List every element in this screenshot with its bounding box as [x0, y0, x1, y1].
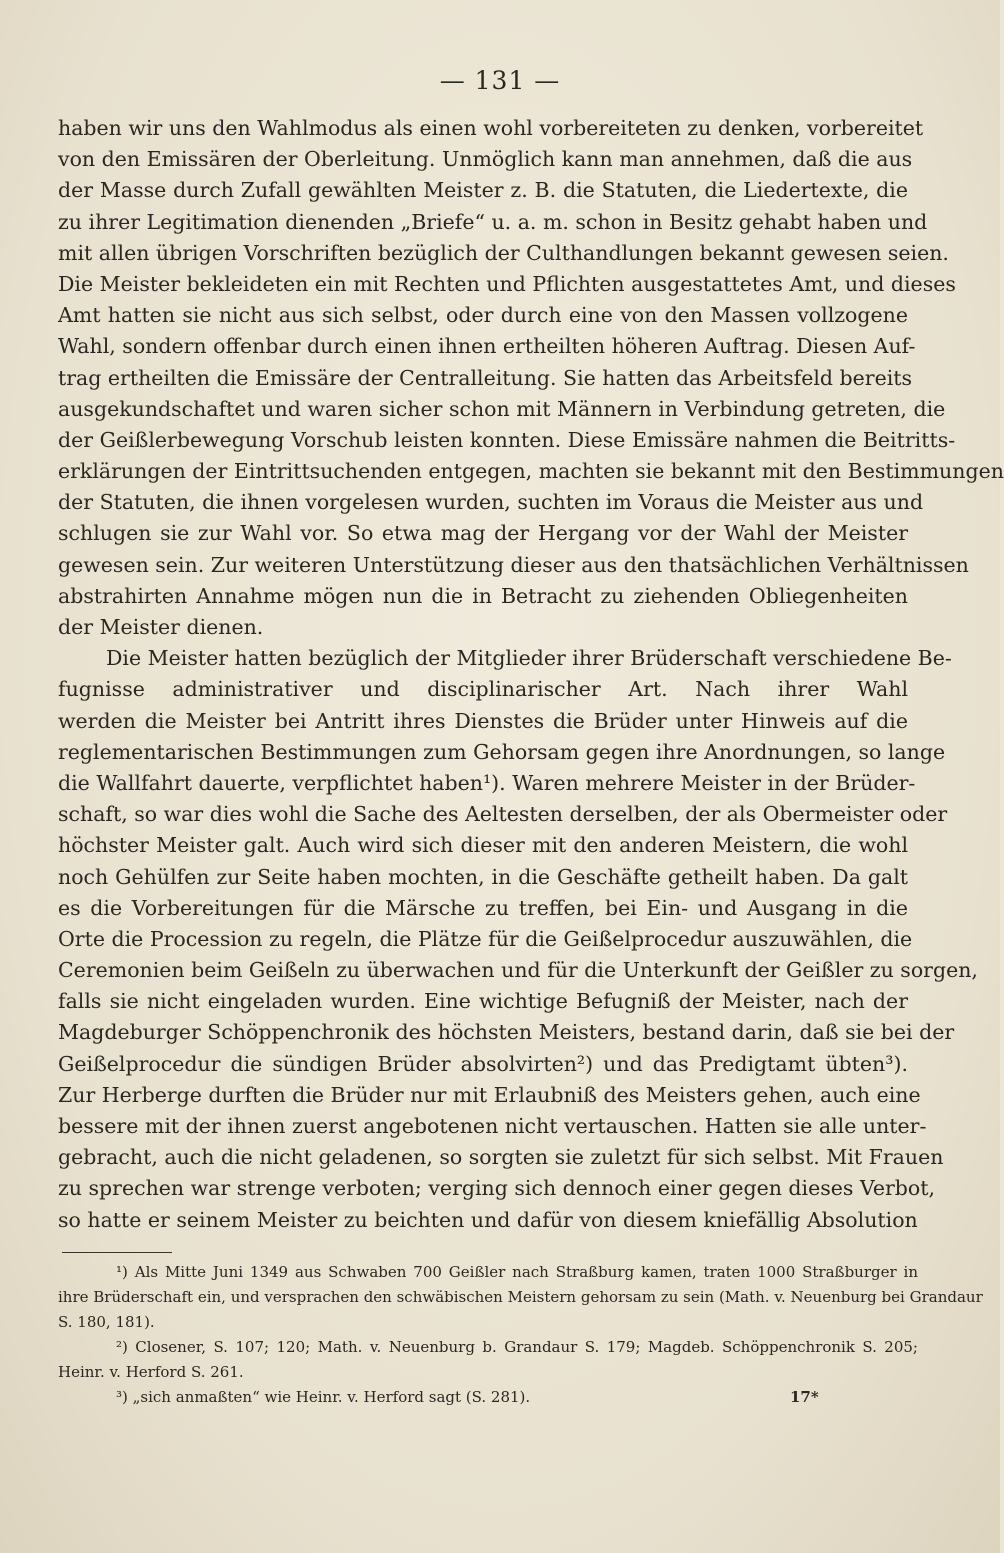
text-line: der Geißlerbewegung Vorschub leisten konnten. Diese Emissäre nahmen die Beitritts-	[58, 427, 956, 452]
text-line: die Wallfahrt dauerte, verpflichtet haben¹). Waren mehrere Meister in der Brüder-	[58, 770, 916, 795]
text-line: der Statuten, die ihnen vorgelesen wurden, suchten im Voraus die Meister aus und	[58, 490, 924, 515]
text-line: Die Meister bekleideten ein mit Rechten und Pflichten ausgestattetes Amt, und dieses	[58, 271, 956, 296]
footnote-line: S. 180, 181).	[58, 1313, 155, 1331]
text-line: schlugen sie zur Wahl vor. So etwa mag der Hergang vor der Wahl der Meister	[58, 521, 908, 546]
footnote-separator	[62, 1252, 172, 1253]
page-number: — 131 —	[439, 66, 561, 95]
text-line: falls sie nicht eingeladen wurden. Eine wichtige Befugniß der Meister, nach der	[58, 989, 908, 1014]
footnote-3: ³) „sich anmaßten“ wie Heinr. v. Herford sagt (S. 281).	[116, 1388, 531, 1406]
text-line: zu sprechen war strenge verboten; verging sich dennoch einer gegen dieses Verbot,	[58, 1176, 936, 1201]
text-line: höchster Meister galt. Auch wird sich dieser mit den anderen Meistern, die wohl	[58, 833, 908, 858]
paragraph-start-line: Die Meister hatten bezüglich der Mitglieder ihrer Brüderschaft verschiedene Be-	[106, 646, 952, 671]
text-line: Magdeburger Schöppenchronik des höchsten Meisters, bestand darin, daß sie bei der	[58, 1020, 955, 1045]
text-line: es die Vorbereitungen für die Märsche zu treffen, bei Ein- und Ausgang in die	[58, 895, 908, 920]
text-line: reglementarischen Bestimmungen zum Gehorsam gegen ihre Anordnungen, so lange	[58, 739, 946, 764]
text-line: gebracht, auch die nicht geladenen, so sorgten sie zuletzt für sich selbst. Mit Frauen	[58, 1145, 944, 1170]
footnote-line: Heinr. v. Herford S. 261.	[58, 1363, 244, 1381]
text-line: gewesen sein. Zur weiteren Unterstützung dieser aus den thatsächlichen Verhältnissen	[58, 552, 969, 577]
signature-mark: 17*	[790, 1388, 819, 1406]
text-line: der Meister dienen.	[58, 615, 264, 639]
text-line: so hatte er seinem Meister zu beichten und dafür von diesem kniefällig Absolution	[58, 1207, 918, 1232]
footnote-line: ihre Brüderschaft ein, und versprachen den schwäbischen Meistern gehorsam zu sein (Math. v. Neuenburg bei Grandaur	[58, 1288, 983, 1306]
text-line: Wahl, sondern offenbar durch einen ihnen ertheilten höheren Auftrag. Diesen Auf-	[58, 334, 916, 359]
text-line: der Masse durch Zufall gewählten Meister z. B. die Statuten, die Liedertexte, die	[58, 178, 908, 203]
text-line: mit allen übrigen Vorschriften bezüglich der Culthandlungen bekannt gewesen seien.	[58, 240, 949, 265]
text-line: werden die Meister bei Antritt ihres Dienstes die Brüder unter Hinweis auf die	[58, 708, 908, 733]
text-line: ausgekundschaftet und waren sicher schon mit Männern in Verbindung getreten, die	[58, 396, 946, 421]
text-line: Ceremonien beim Geißeln zu überwachen und für die Unterkunft der Geißler zu sorgen,	[58, 958, 978, 983]
footnote-2: ²) Closener, S. 107; 120; Math. v. Neuenburg b. Grandaur S. 179; Magdeb. Schöppenchronik S. 205;	[116, 1338, 918, 1356]
text-line: erklärungen der Eintrittsuchenden entgegen, machten sie bekannt mit den Bestimmungen	[58, 459, 1004, 484]
text-line: trag ertheilten die Emissäre der Centralleitung. Sie hatten das Arbeitsfeld bereits	[58, 365, 913, 390]
text-line: schaft, so war dies wohl die Sache des Aeltesten derselben, der als Obermeister oder	[58, 802, 948, 827]
text-line: Zur Herberge durften die Brüder nur mit Erlaubniß des Meisters gehen, auch eine	[58, 1082, 921, 1107]
text-line: haben wir uns den Wahlmodus als einen wohl vorbereiteten zu denken, vorbereitet	[58, 116, 924, 140]
footnote-1: ¹) Als Mitte Juni 1349 aus Schwaben 700 Geißler nach Straßburg kamen, traten 1000 Straßburger in	[116, 1263, 918, 1281]
text-line: fugnisse administrativer und disciplinarischer Art. Nach ihrer Wahl	[58, 677, 908, 702]
footnotes	[58, 1260, 983, 1410]
text-line: Geißelprocedur die sündigen Brüder absolvirten²) und das Predigtamt übten³).	[58, 1051, 908, 1076]
text-line: abstrahirten Annahme mögen nun die in Betracht zu ziehenden Obliegenheiten	[58, 583, 908, 608]
text-line: zu ihrer Legitimation dienenden „Briefe“ u. a. m. schon in Besitz gehabt haben und	[58, 209, 928, 234]
text-line: Amt hatten sie nicht aus sich selbst, oder durch eine von den Massen vollzogene	[58, 303, 908, 328]
body-text	[58, 113, 1004, 1236]
text-line: Orte die Procession zu regeln, die Plätze für die Geißelprocedur auszuwählen, die	[58, 926, 913, 951]
text-line: noch Gehülfen zur Seite haben mochten, in die Geschäfte getheilt haben. Da galt	[58, 864, 908, 889]
text-line: bessere mit der ihnen zuerst angebotenen nicht vertauschen. Hatten sie alle unter-	[58, 1114, 927, 1138]
text-line: von den Emissären der Oberleitung. Unmöglich kann man annehmen, daß die aus	[58, 147, 913, 172]
